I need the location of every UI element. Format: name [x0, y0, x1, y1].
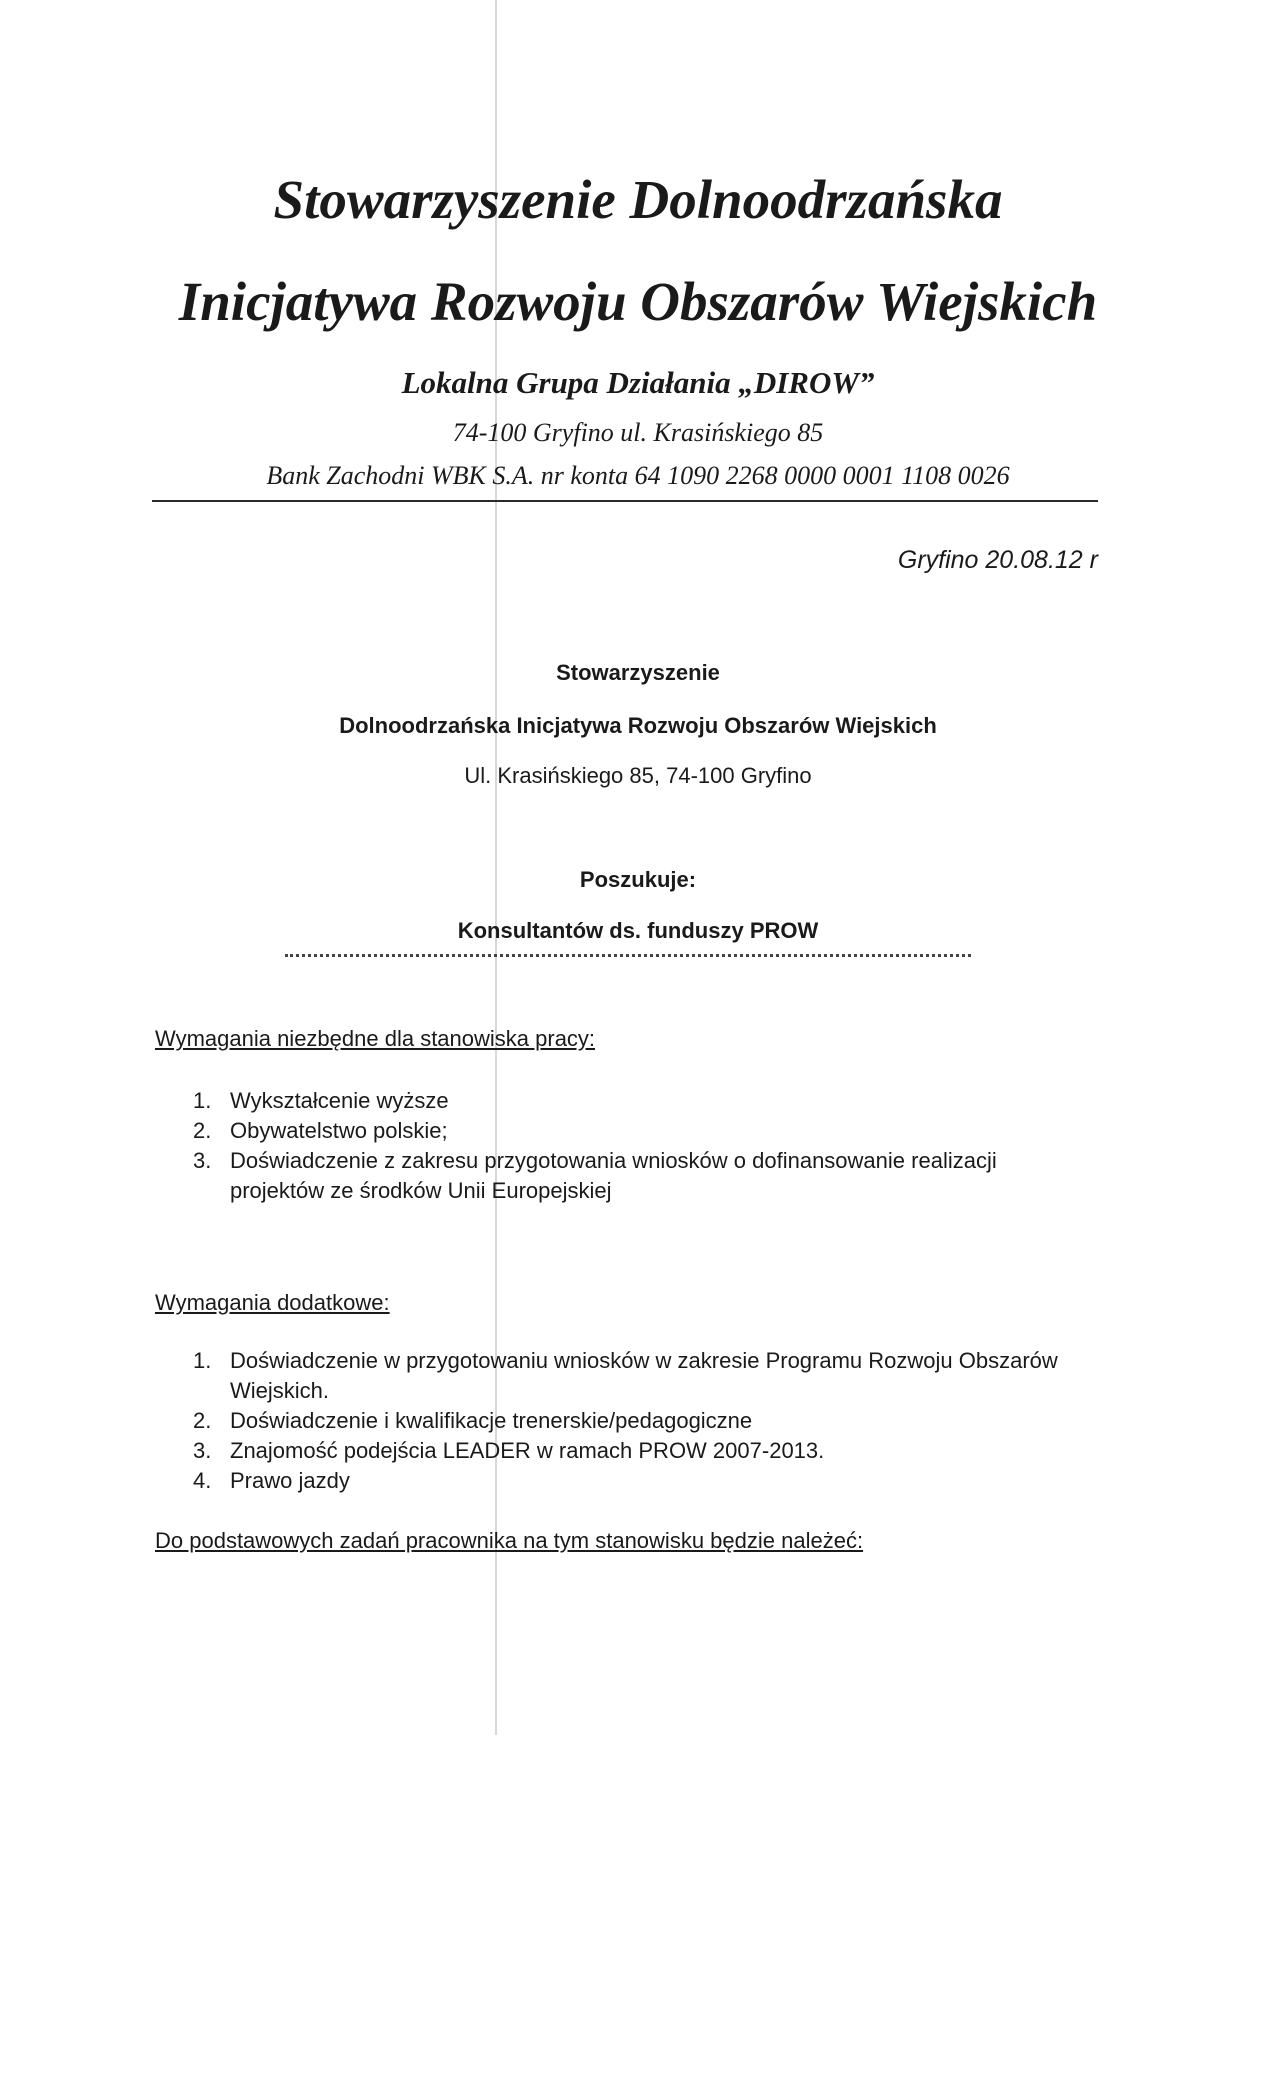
- list-item: [0, 1466, 1060, 1496]
- org-name-line1: Stowarzyszenie Dolnoodrzańska: [273, 169, 1003, 230]
- list-item: [0, 1406, 1060, 1436]
- org-name-line2: Inicjatywa Rozwoju Obszarów Wiejskich: [178, 271, 1098, 332]
- list-number: 3.: [193, 1438, 212, 1463]
- additional-heading: Wymagania dodatkowe:: [155, 1290, 390, 1315]
- list-item: [0, 1436, 1060, 1466]
- list-number: 2.: [193, 1118, 212, 1143]
- list-number: 1.: [193, 1088, 212, 1113]
- list-number: 4.: [193, 1468, 212, 1493]
- recipient-line2: Dolnoodrzańska Inicjatywa Rozwoju Obszarów Wiejskich: [339, 713, 937, 738]
- additional-list: [0, 1346, 1060, 1496]
- list-text: Doświadczenie i kwalifikacje trenerskie/pedagogiczne: [230, 1408, 753, 1433]
- list-number: 1.: [193, 1348, 212, 1373]
- position-title: Konsultantów ds. funduszy PROW: [457, 918, 819, 943]
- recipient-address: Ul. Krasińskiego 85, 74-100 Gryfino: [464, 763, 812, 788]
- list-text: Obywatelstwo polskie;: [230, 1118, 448, 1143]
- list-number: 2.: [193, 1408, 212, 1433]
- lgd-name: Lokalna Grupa Działania „DIROW”: [401, 365, 875, 400]
- requirements-list: [0, 1086, 1060, 1206]
- list-item: [0, 1086, 1060, 1116]
- org-address: 74-100 Gryfino ul. Krasińskiego 85: [452, 418, 824, 447]
- list-text: Znajomość podejścia LEADER w ramach PROW 2007-2013.: [230, 1438, 825, 1463]
- recipient-line1: Stowarzyszenie: [556, 660, 720, 685]
- list-text: Wykształcenie wyższe: [230, 1088, 449, 1113]
- list-text: Doświadczenie z zakresu przygotowania wniosków o dofinansowanie realizacji projektów ze środków Unii Europejskiej: [230, 1148, 997, 1203]
- duties-heading: Do podstawowych zadań pracownika na tym stanowisku będzie należeć:: [155, 1528, 864, 1553]
- list-item: [0, 1346, 1060, 1406]
- bank-account: Bank Zachodni WBK S.A. nr konta 64 1090 2268 0000 0001 1108 0026: [266, 461, 1010, 490]
- list-text: Doświadczenie w przygotowaniu wniosków w zakresie Programu Rozwoju Obszarów Wiejskich.: [230, 1348, 1058, 1403]
- header-divider: [152, 500, 1098, 502]
- list-text: Prawo jazdy: [230, 1468, 350, 1493]
- seeking-label: Poszukuje:: [579, 867, 697, 892]
- dotted-separator: [285, 948, 971, 957]
- list-number: 3.: [193, 1148, 212, 1173]
- list-item: [0, 1116, 1060, 1146]
- document-date: Gryfino 20.08.12 r: [897, 546, 1098, 574]
- requirements-heading: Wymagania niezbędne dla stanowiska pracy:: [155, 1026, 596, 1051]
- list-item: [0, 1146, 1060, 1206]
